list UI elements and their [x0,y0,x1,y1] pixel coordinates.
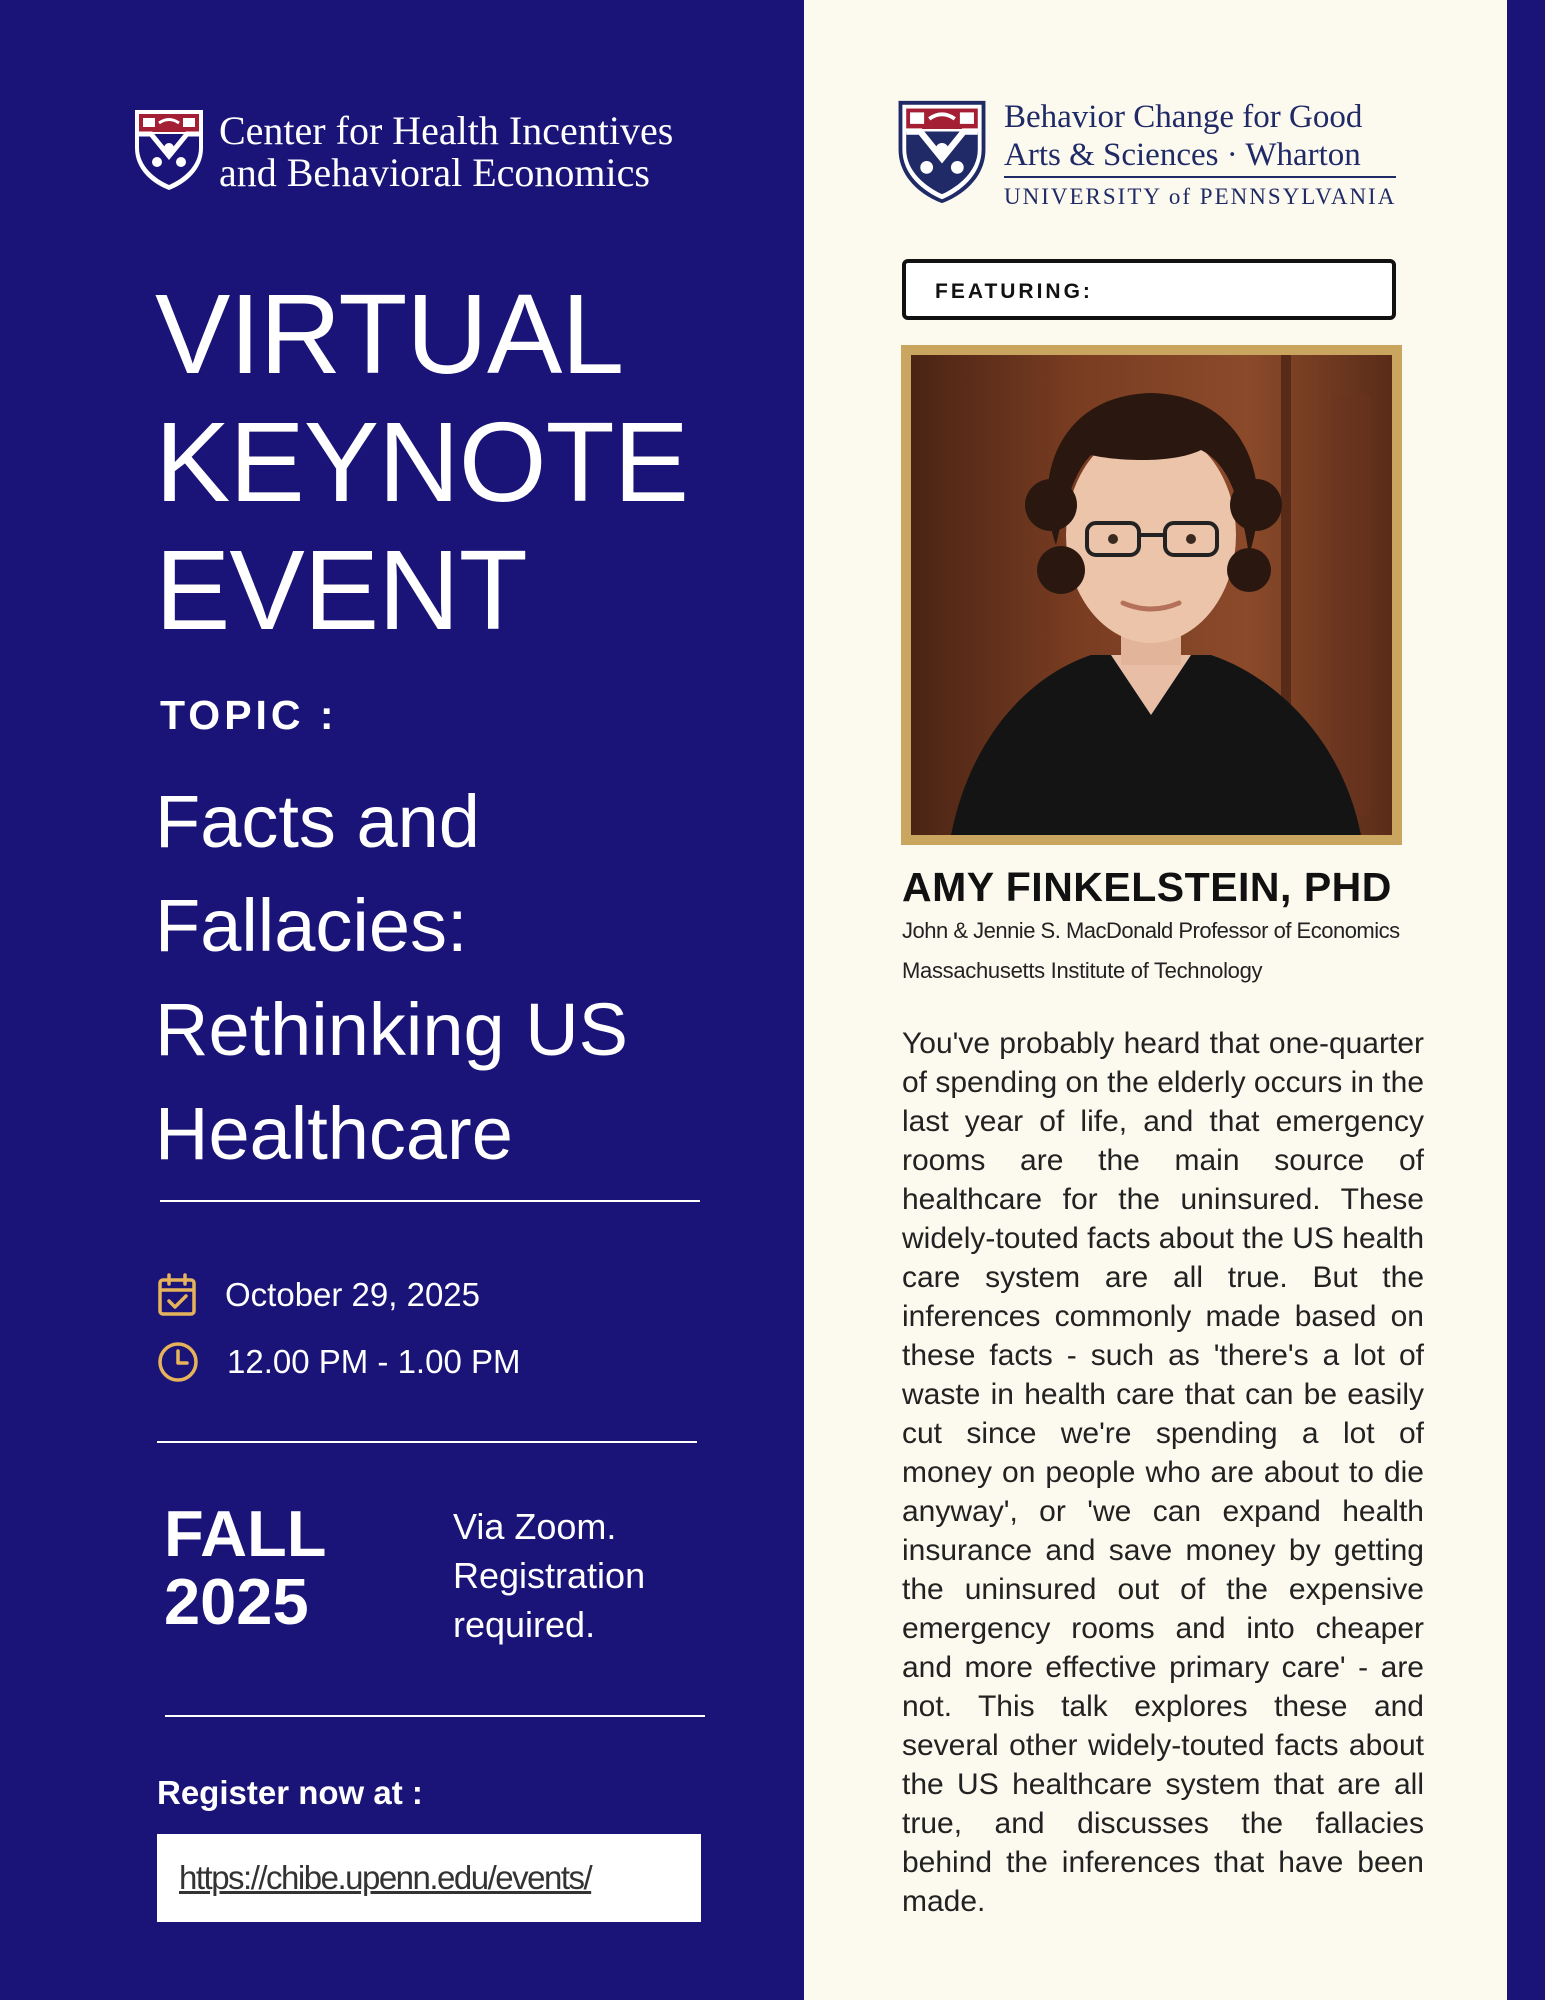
calendar-check-icon [157,1273,197,1317]
divider-1 [160,1200,700,1202]
chibe-name [219,110,673,194]
event-date: October 29, 2025 [225,1276,481,1313]
bcg-logo [896,98,1396,210]
speaker-photo-frame [901,345,1402,845]
season [164,1497,327,1638]
event-time: 12.00 PM - 1.00 PM [227,1343,521,1380]
register-label: Register now at : [157,1774,423,1811]
season-line1: FALL [164,1497,327,1570]
featuring-label: FEATURING: [935,280,1093,303]
register-url-box[interactable] [157,1834,701,1922]
bcg-line1: Behavior Change for Good [1004,99,1363,135]
speaker-name: AMY FINKELSTEIN, PHD [902,864,1392,910]
bcg-line2: Arts & Sciences · Wharton [1004,136,1396,178]
headline [155,270,688,654]
topic-label: TOPIC : [160,692,338,738]
talk-description: You've probably heard that one-quarter of spending on the elderly occurs in the last year of life, and that emergency rooms are the main source of healthcare for the uninsured. These widely-touted facts about the US health care system are all true. But the inferences commonly made based on these facts - such as 'there's a lot of waste in health care that can be easily cut since we're spending a lot of money on people who are about to die anyway', or 'we can expand health insurance and save money by getting the uninsured out of the expensive emergency rooms and into cheaper and more effective primary care' - are not. This talk explores these and several other widely-touted facts about the US healthcare system that are all true, and discusses the fallacies behind the inferences that have been made. [902,1027,1424,1918]
clock-icon [157,1341,199,1383]
bcg-line3: UNIVERSITY of PENNSYLVANIA [1004,184,1397,209]
divider-2 [157,1441,697,1443]
right-edge-band [1507,0,1545,2000]
location-line3: required. [453,1604,596,1645]
date-row [157,1273,480,1317]
season-line2: 2025 [164,1565,309,1638]
divider-3 [165,1715,705,1717]
headline-line2: KEYNOTE [155,399,689,525]
location-note [453,1502,645,1649]
location-line2: Registration [453,1555,646,1596]
penn-shield-icon [133,108,205,192]
location-line1: Via Zoom. [453,1506,617,1547]
penn-shield-icon [896,98,988,206]
chibe-line1: Center for Health Incentives [219,108,674,153]
speaker-institution: Massachusetts Institute of Technology [902,958,1263,983]
time-row [157,1341,520,1383]
speaker-photo [911,355,1392,835]
speaker-title: John & Jennie S. MacDonald Professor of Economics [902,918,1400,943]
chibe-line2: and Behavioral Economics [219,150,650,195]
chibe-logo [133,108,733,198]
speaker-portrait [911,355,1392,835]
topic-title: Facts and Fallacies: Rethinking US Healthcare [155,780,629,1175]
featuring-box [902,259,1396,320]
headline-line3: EVENT [155,527,527,653]
bcg-text [1004,98,1396,214]
headline-line1: VIRTUAL [155,271,624,397]
register-url-link[interactable]: https://chibe.upenn.edu/events/ [179,1859,592,1896]
